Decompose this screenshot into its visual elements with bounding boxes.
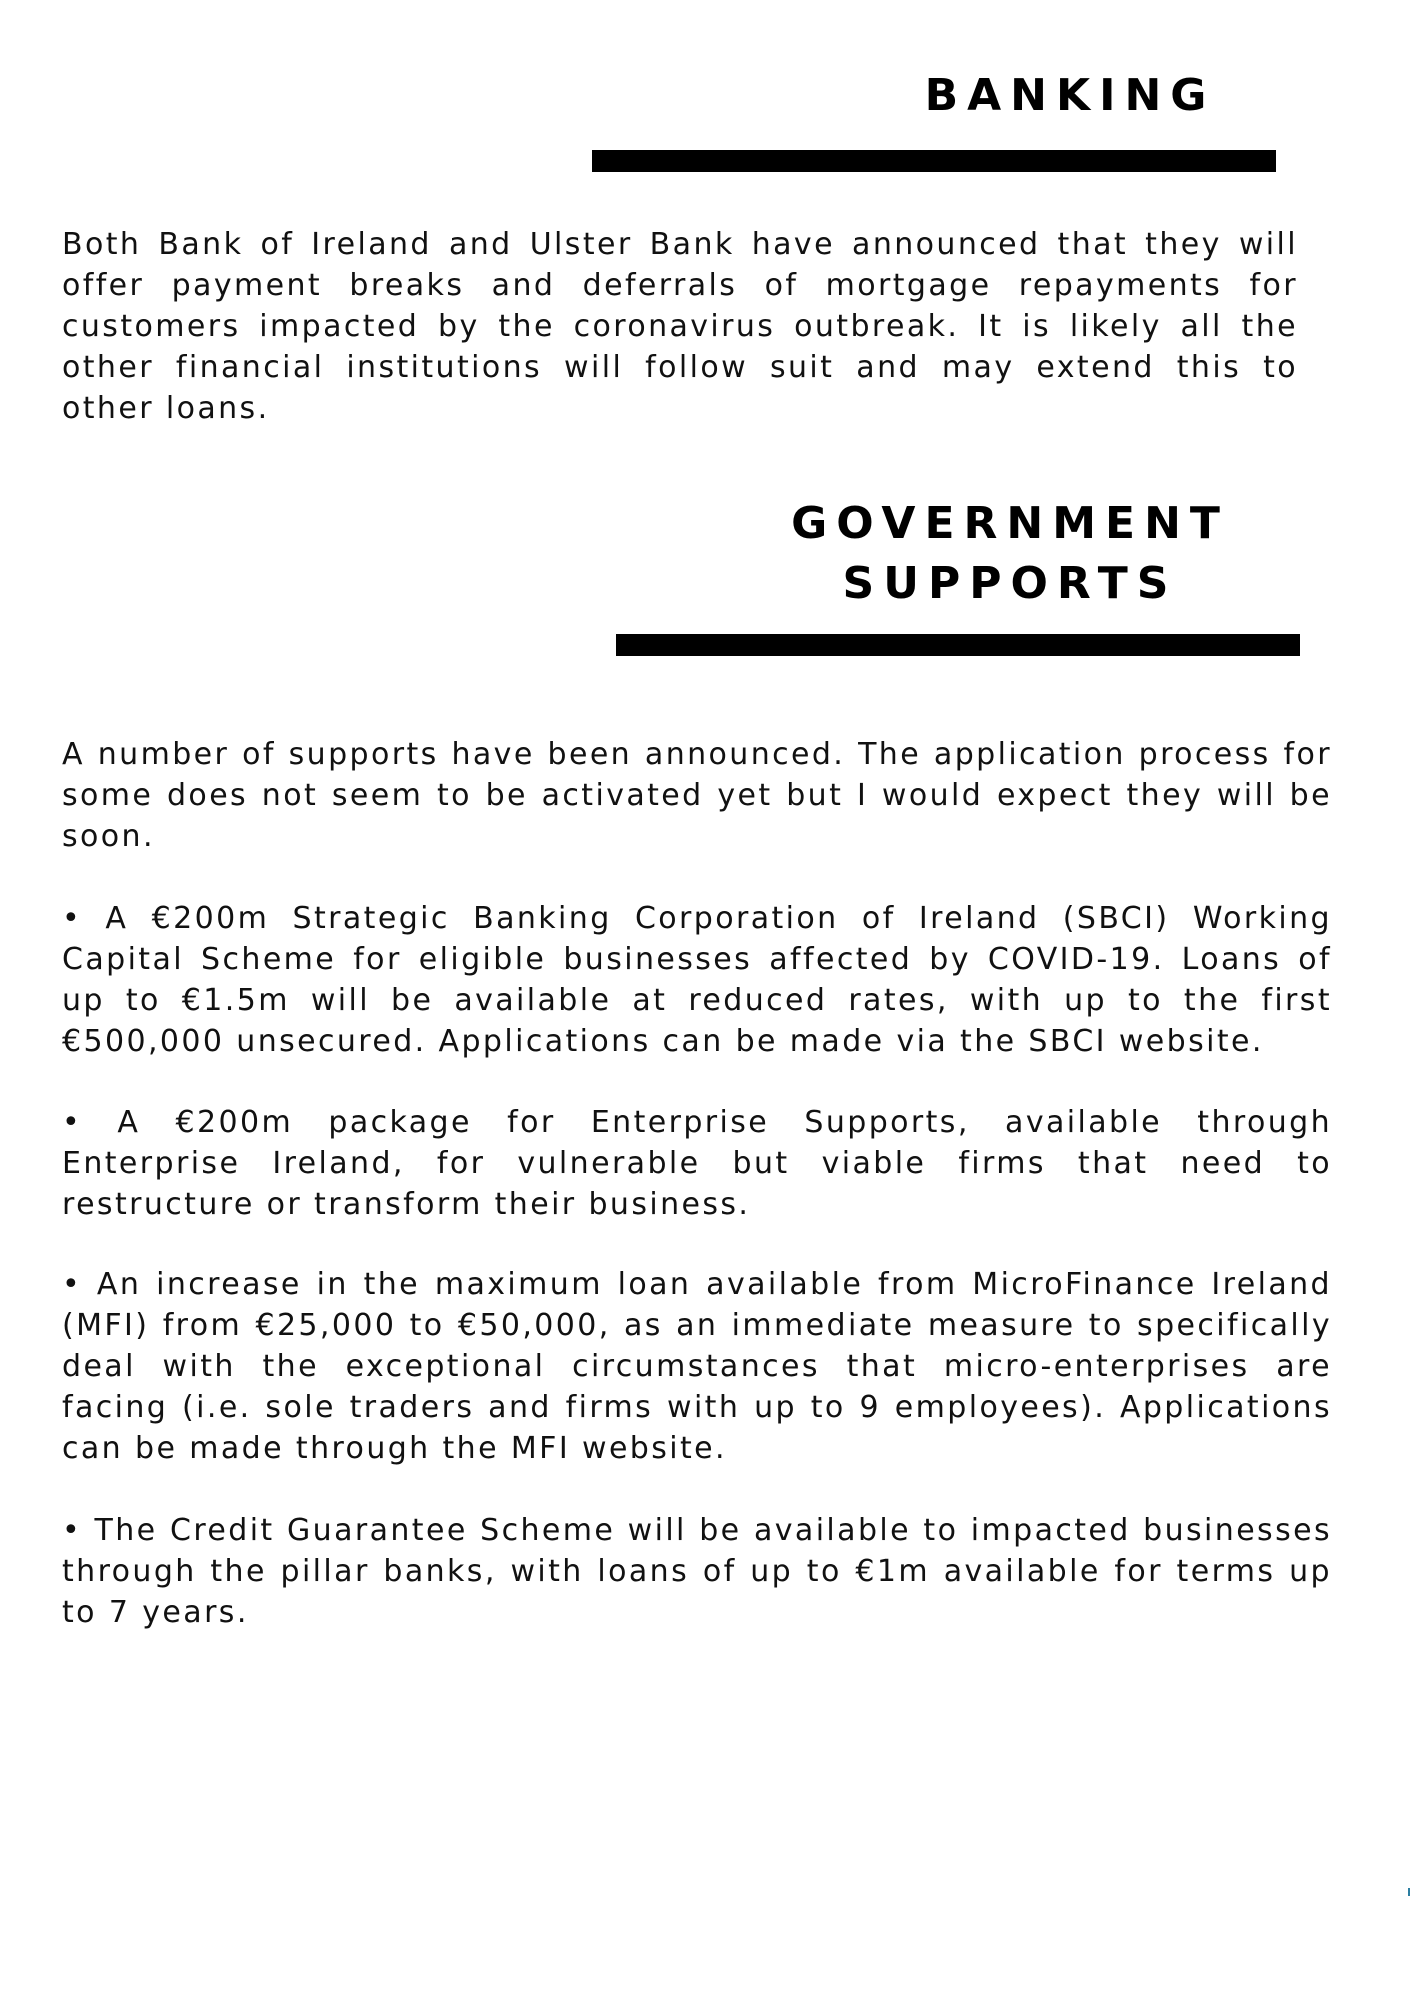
bullet-credit-guarantee-scheme: • The Credit Guarantee Scheme will be available to impacted businesses through the pillar banks, with loans of up to €1m available for terms up to 7 years.	[62, 1513, 1332, 1630]
government-supports-heading	[780, 494, 1240, 614]
government-heading-line-2: SUPPORTS	[842, 558, 1178, 609]
banking-paragraph: Both Bank of Ireland and Ulster Bank have announced that they will offer payment breaks and deferrals of mortgage repayments for customers impacted by the coronavirus outbreak. It is likely all the other financial institutions will follow suit and may extend this to other loans.	[62, 227, 1298, 426]
bullet-enterprise-supports: • A €200m package for Enterprise Supports, available through Enterprise Ireland, for vulnerable but viable firms that need to restructure or transform their business.	[62, 1105, 1332, 1222]
banking-heading	[900, 66, 1240, 126]
bullet-microfinance-ireland: • An increase in the maximum loan available from MicroFinance Ireland (MFI) from €25,000 to €50,000, as an immediate measure to specifically deal with the exceptional circumstances that micro-enterprises are facing (i.e. sole traders and firms with up to 9 employees). Applications can be made through the MFI website.	[62, 1267, 1332, 1466]
page-edge-mark	[1408, 1888, 1410, 1896]
banking-divider	[592, 150, 1276, 172]
bullet-sbci-scheme: • A €200m Strategic Banking Corporation of Ireland (SBCI) Working Capital Scheme for eligible businesses affected by COVID-19. Loans of up to €1.5m will be available at reduced rates, with up to the first €500,000 unsecured. Applications can be made via the SBCI website.	[62, 901, 1332, 1059]
banking-heading-text: BANKING	[924, 70, 1216, 121]
government-heading-line-1: GOVERNMENT	[791, 498, 1229, 549]
government-intro-paragraph: A number of supports have been announced. The application process for some does not seem to be activated yet but I would expect they will be soon.	[62, 737, 1332, 854]
government-divider	[616, 634, 1300, 656]
